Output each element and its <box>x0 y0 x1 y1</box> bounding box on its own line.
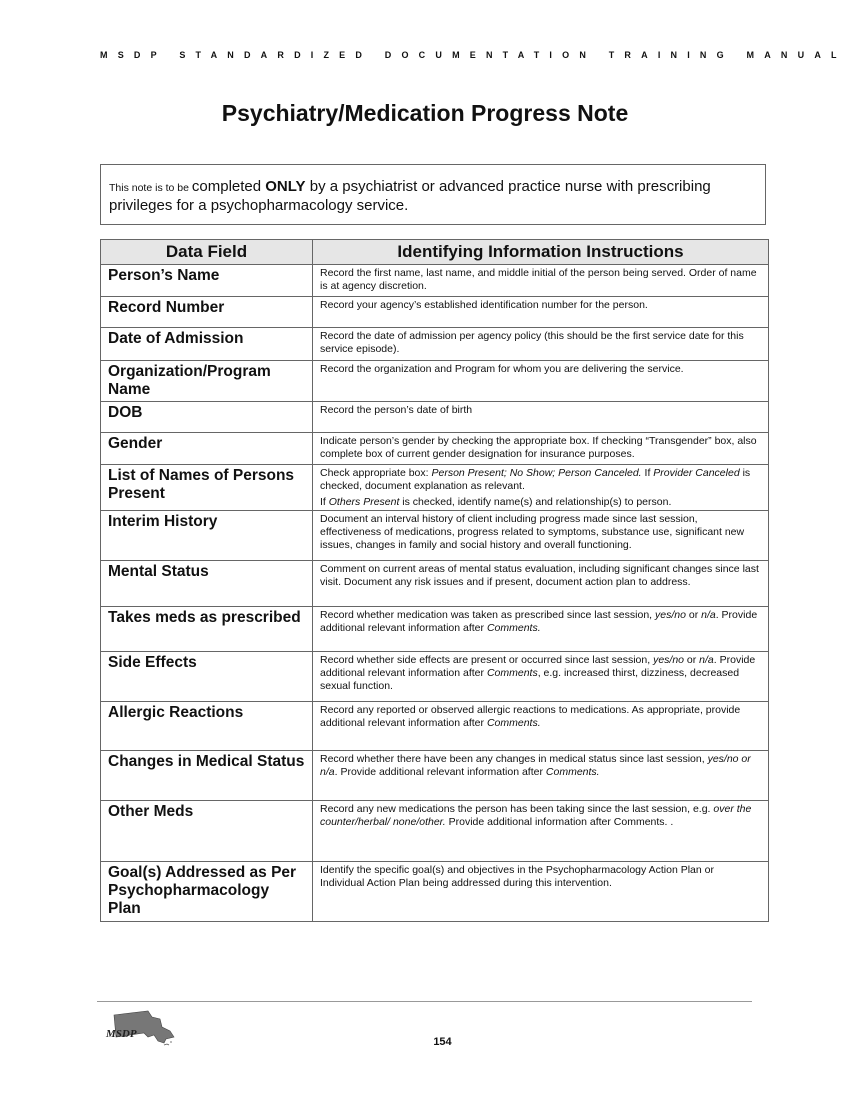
notice-emphasis: ONLY <box>265 178 306 195</box>
logo-text: MSDP <box>106 1028 137 1040</box>
table-row <box>101 328 769 361</box>
field-label: Other Meds <box>101 801 313 862</box>
field-instruction: Comment on current areas of mental status evaluation, including significant changes since last visit. Document any risk issues and if present, document action plan to address. <box>313 561 769 607</box>
field-instruction: Document an interval history of client including progress made since last session, effectiveness of medications, progress related to symptoms, substance use, significant new issues, changes in family and social history and overall functioning. <box>313 511 769 561</box>
table-row <box>101 561 769 607</box>
field-label: Side Effects <box>101 652 313 702</box>
table-row <box>101 297 769 328</box>
field-instruction: Record whether medication was taken as prescribed since last session, yes/no or n/a. Provide additional relevant information after Comments. <box>313 607 769 652</box>
field-instruction: Record any reported or observed allergic reactions to medications. As appropriate, provide additional relevant information after Comments. <box>313 702 769 751</box>
instruction-notice <box>100 164 766 225</box>
table-row <box>101 265 769 297</box>
field-label: Record Number <box>101 297 313 328</box>
table-row <box>101 801 769 862</box>
page-title: Psychiatry/Medication Progress Note <box>221 100 629 126</box>
field-instruction: Record your agency’s established identification number for the person. <box>313 297 769 328</box>
field-instruction: Record the person’s date of birth <box>313 402 769 433</box>
field-label: Allergic Reactions <box>101 702 313 751</box>
field-label: Organization/Program Name <box>101 361 313 402</box>
field-instruction: Record whether there have been any changes in medical status since last session, yes/no or n/a. Provide additional relevant information after Comments. <box>313 751 769 801</box>
table-row <box>101 862 769 922</box>
field-instruction: Record the first name, last name, and middle initial of the person being served. Order of name is at agency discretion. <box>313 265 769 297</box>
instructions-table <box>100 239 769 922</box>
field-instruction: Check appropriate box: Person Present; No Show; Person Canceled. If Provider Canceled is checked, document explanation as relevant. If Others Present is checked, identify name(s) and relationship(s) to person. <box>313 465 769 511</box>
page-number: 154 <box>433 1036 452 1048</box>
field-instruction: Indicate person’s gender by checking the appropriate box. If checking “Transgender” box, also complete box of current gender designation for insurance purposes. <box>313 433 769 465</box>
field-instruction: Identify the specific goal(s) and objectives in the Psychopharmacology Action Plan or Individual Action Plan being addressed during this intervention. <box>313 862 769 922</box>
table-header-row <box>101 240 769 265</box>
field-label: Changes in Medical Status <box>101 751 313 801</box>
field-instruction: Record the organization and Program for whom you are delivering the service. <box>313 361 769 402</box>
table-row <box>101 402 769 433</box>
column-header-instructions: Identifying Information Instructions <box>313 240 769 265</box>
notice-small-text: This note is to be <box>109 182 192 194</box>
field-instruction: Record whether side effects are present or occurred since last session, yes/no or n/a. Provide additional relevant information after Comments, e.g. increased thirst, dizziness, decreased sexual function. <box>313 652 769 702</box>
field-instruction: Record any new medications the person has been taking since the last session, e.g. over the counter/herbal/ none/other. Provide additional information after Comments. . <box>313 801 769 862</box>
field-label: Takes meds as prescribed <box>101 607 313 652</box>
field-label: Date of Admission <box>101 328 313 361</box>
table-row <box>101 751 769 801</box>
table-row <box>101 607 769 652</box>
field-instruction: Record the date of admission per agency policy (this should be the first service date for this service episode). <box>313 328 769 361</box>
field-label: List of Names of Persons Present <box>101 465 313 511</box>
table-row <box>101 702 769 751</box>
table-row <box>101 433 769 465</box>
column-header-data-field: Data Field <box>101 240 313 265</box>
field-label: DOB <box>101 402 313 433</box>
table-row <box>101 652 769 702</box>
footer-divider <box>97 1001 752 1002</box>
table-row <box>101 511 769 561</box>
table-row <box>101 465 769 511</box>
field-label: Mental Status <box>101 561 313 607</box>
field-label: Interim History <box>101 511 313 561</box>
field-label: Gender <box>101 433 313 465</box>
notice-post-text: by a psychiatrist or advanced practice nurse with prescribing privileges for a psychopharmacology service. <box>109 178 711 214</box>
notice-pre-text: completed <box>191 178 266 195</box>
table-row <box>101 361 769 402</box>
field-label: Person’s Name <box>101 265 313 297</box>
field-label: Goal(s) Addressed as Per Psychopharmacology Plan <box>101 862 313 922</box>
manual-header: MSDP STANDARDIZED DOCUMENTATION TRAINING MANUAL <box>100 50 847 60</box>
